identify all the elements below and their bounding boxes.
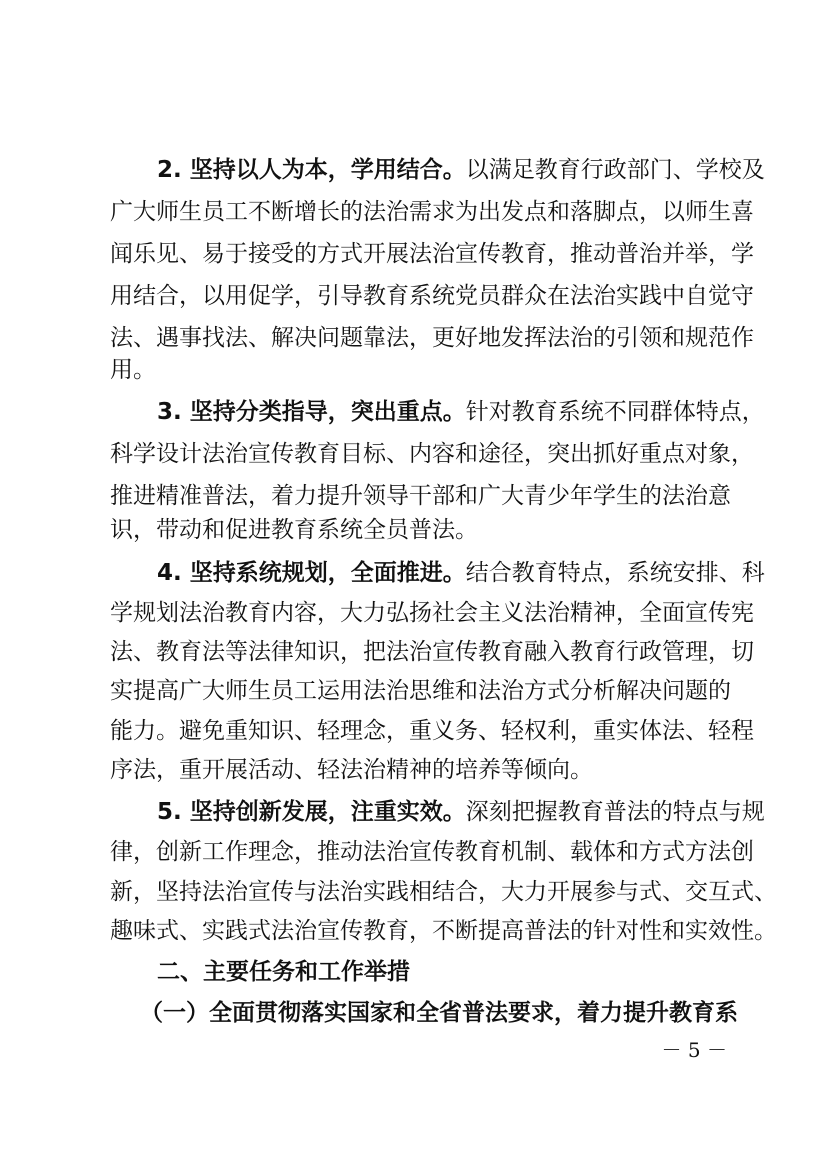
paragraph-2-first-line [157, 150, 765, 190]
paragraph-4-line: 法、教育法等法律知识，把法治宣传教育融入教育行政管理，切 [110, 639, 754, 665]
paragraph-2-line: 用结合，以用促学，引导教育系统党员群众在法治实践中自觉守 [110, 283, 754, 309]
paragraph-3-line: 推进精准普法，着力提升领导干部和广大青少年学生的法治意 [110, 483, 731, 509]
paragraph-3-line: 科学设计法治宣传教育目标、内容和途径，突出抓好重点对象， [110, 441, 754, 467]
paragraph-5-first-line [157, 792, 765, 832]
paragraph-4-line: 实提高广大师生员工运用法治思维和法治方式分析解决问题的 [110, 678, 731, 704]
paragraph-5-text: 深刻把握教育普法的特点与规 [465, 799, 765, 825]
paragraph-2-line: 用。 [110, 357, 156, 383]
paragraph-5-line: 趣味式、实践式法治宣传教育，不断提高普法的针对性和实效性。 [110, 918, 777, 944]
paragraph-2-lead: 2. 坚持以人为本，学用结合。 [157, 157, 466, 183]
paragraph-3-text: 针对教育系统不同群体特点， [465, 399, 765, 425]
paragraph-3-line: 识，带动和促进教育系统全员普法。 [110, 517, 478, 543]
paragraph-2-line: 闻乐见、易于接受的方式开展法治宣传教育，推动普治并举，学 [110, 241, 754, 267]
paragraph-4-lead: 4. 坚持系统规划，全面推进。 [157, 560, 466, 586]
paragraph-3-first-line [157, 392, 765, 432]
paragraph-2-line: 广大师生员工不断增长的法治需求为出发点和落脚点，以师生喜 [110, 199, 754, 225]
subsection-heading: （一）全面贯彻落实国家和全省普法要求，着力提升教育系 [140, 1000, 738, 1026]
paragraph-4-line: 能力。避免重知识、轻理念，重义务、轻权利，重实体法、轻程 [110, 718, 754, 744]
paragraph-4-line: 学规划法治教育内容，大力弘扬社会主义法治精神，全面宣传宪 [110, 600, 754, 626]
paragraph-4-line: 序法，重开展活动、轻法治精神的培养等倾向。 [110, 757, 593, 783]
paragraph-4-first-line [157, 553, 765, 593]
paragraph-3-lead: 3. 坚持分类指导，突出重点。 [157, 399, 466, 425]
section-heading: 二、主要任务和工作举措 [157, 959, 410, 985]
paragraph-2-line: 法、遇事找法、解决问题靠法，更好地发挥法治的引领和规范作 [110, 325, 754, 351]
paragraph-5-line: 新，坚持法治宣传与法治实践相结合，大力开展参与式、交互式、 [110, 879, 777, 905]
paragraph-2-text: 以满足教育行政部门、学校及 [465, 157, 765, 183]
paragraph-5-line: 律，创新工作理念，推动法治宣传教育机制、载体和方式方法创 [110, 839, 754, 865]
paragraph-5-lead: 5. 坚持创新发展，注重实效。 [157, 799, 466, 825]
paragraph-4-text: 结合教育特点，系统安排、科 [465, 560, 765, 586]
page-number: － 5 － [661, 1038, 727, 1062]
